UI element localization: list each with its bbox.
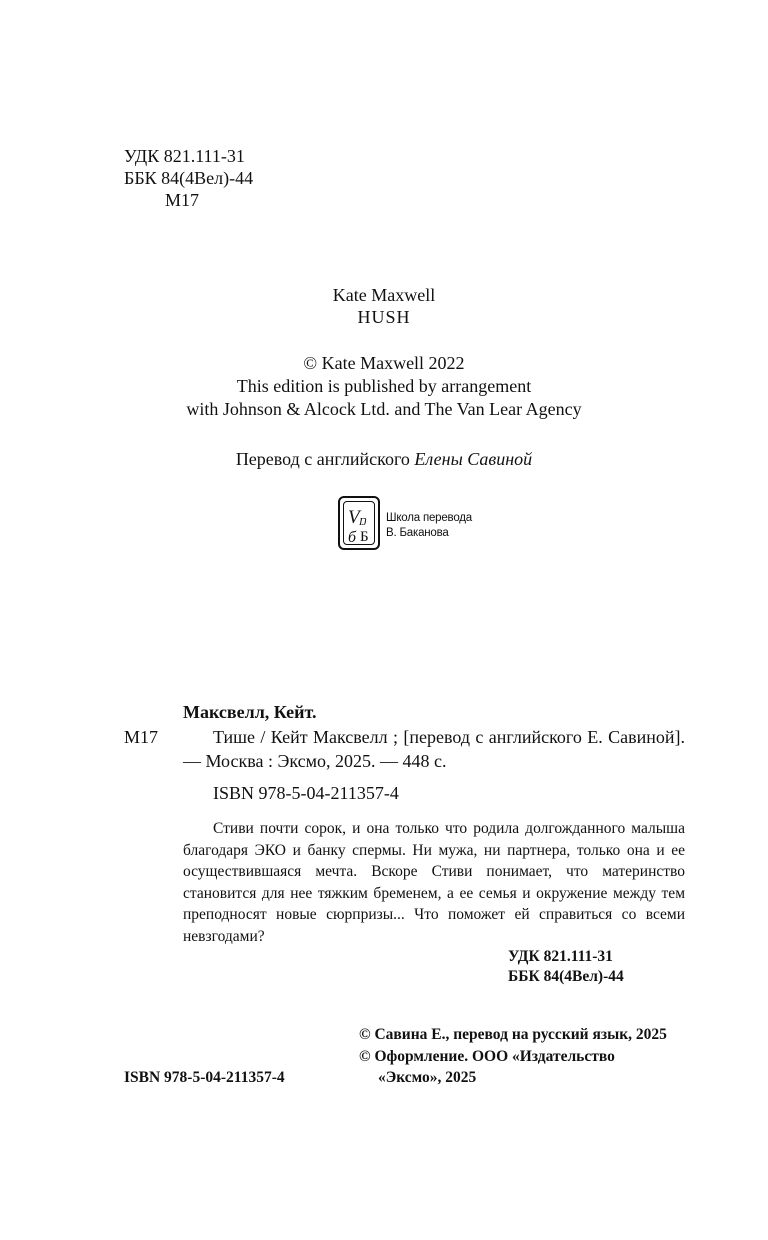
- biblio-author-heading: Максвелл, Кейт.: [183, 702, 317, 722]
- biblio-description: Тише / Кейт Максвелл ; [перевод с английского Е. Савиной].— Москва : Эксмо, 2025. — 448 с.: [183, 727, 685, 771]
- logo-caption: [386, 511, 472, 541]
- copyright-publisher: «Эксмо», 2025: [378, 1069, 477, 1086]
- biblio-isbn: ISBN 978-5-04-211357-4: [213, 783, 399, 803]
- copyright-translation: © Савина Е., перевод на русский язык, 2025: [359, 1026, 667, 1043]
- logo-line-1: Школа перевода: [386, 512, 472, 524]
- copyright-design: © Оформление. ООО «Издательство: [359, 1048, 615, 1065]
- bbk-code: ББК 84(4Вел)-44: [124, 168, 254, 188]
- original-author: Kate Maxwell: [332, 285, 436, 305]
- author-code: М17: [165, 190, 200, 210]
- svg-text:Б: Б: [360, 529, 369, 545]
- svg-text:б: б: [348, 529, 357, 546]
- isbn-bottom: ISBN 978-5-04-211357-4: [124, 1069, 285, 1086]
- bottom-udk: УДК 821.111-31: [508, 948, 613, 965]
- edition-line-2: with Johnson & Alcock Ltd. and The Van Lear Agency: [186, 399, 582, 419]
- edition-line-1: This edition is published by arrangement: [236, 376, 532, 396]
- svg-text:V: V: [348, 507, 360, 528]
- translator-name: Елены Савиной: [414, 449, 533, 469]
- translation-prefix: Перевод с английского: [235, 449, 410, 469]
- udk-code: УДК 821.111-31: [124, 146, 245, 166]
- translation-credit: [0, 448, 768, 471]
- svg-text:Ŋ: Ŋ: [359, 516, 367, 528]
- logo-line-2: В. Баканова: [386, 527, 449, 539]
- annotation-text: Стиви почти сорок, и она только что родила долгожданного малыша благодаря ЭКО и банку спермы. Ни мужа, ни партнера, только она и ее осуществившаяся мечта. Вскоре Стиви понимает, что материнство становится для нее тяжким бременем, а ее семья и окружение между тем преподносят новые сюрпризы... Что поможет ей справиться со всеми невзгодами?: [183, 820, 685, 945]
- school-logo-icon: [338, 496, 380, 550]
- original-title: HUSH: [357, 307, 411, 327]
- biblio-code: М17: [124, 727, 159, 747]
- bottom-bbk: ББК 84(4Вел)-44: [508, 968, 624, 985]
- original-copyright: © Kate Maxwell 2022: [303, 353, 465, 373]
